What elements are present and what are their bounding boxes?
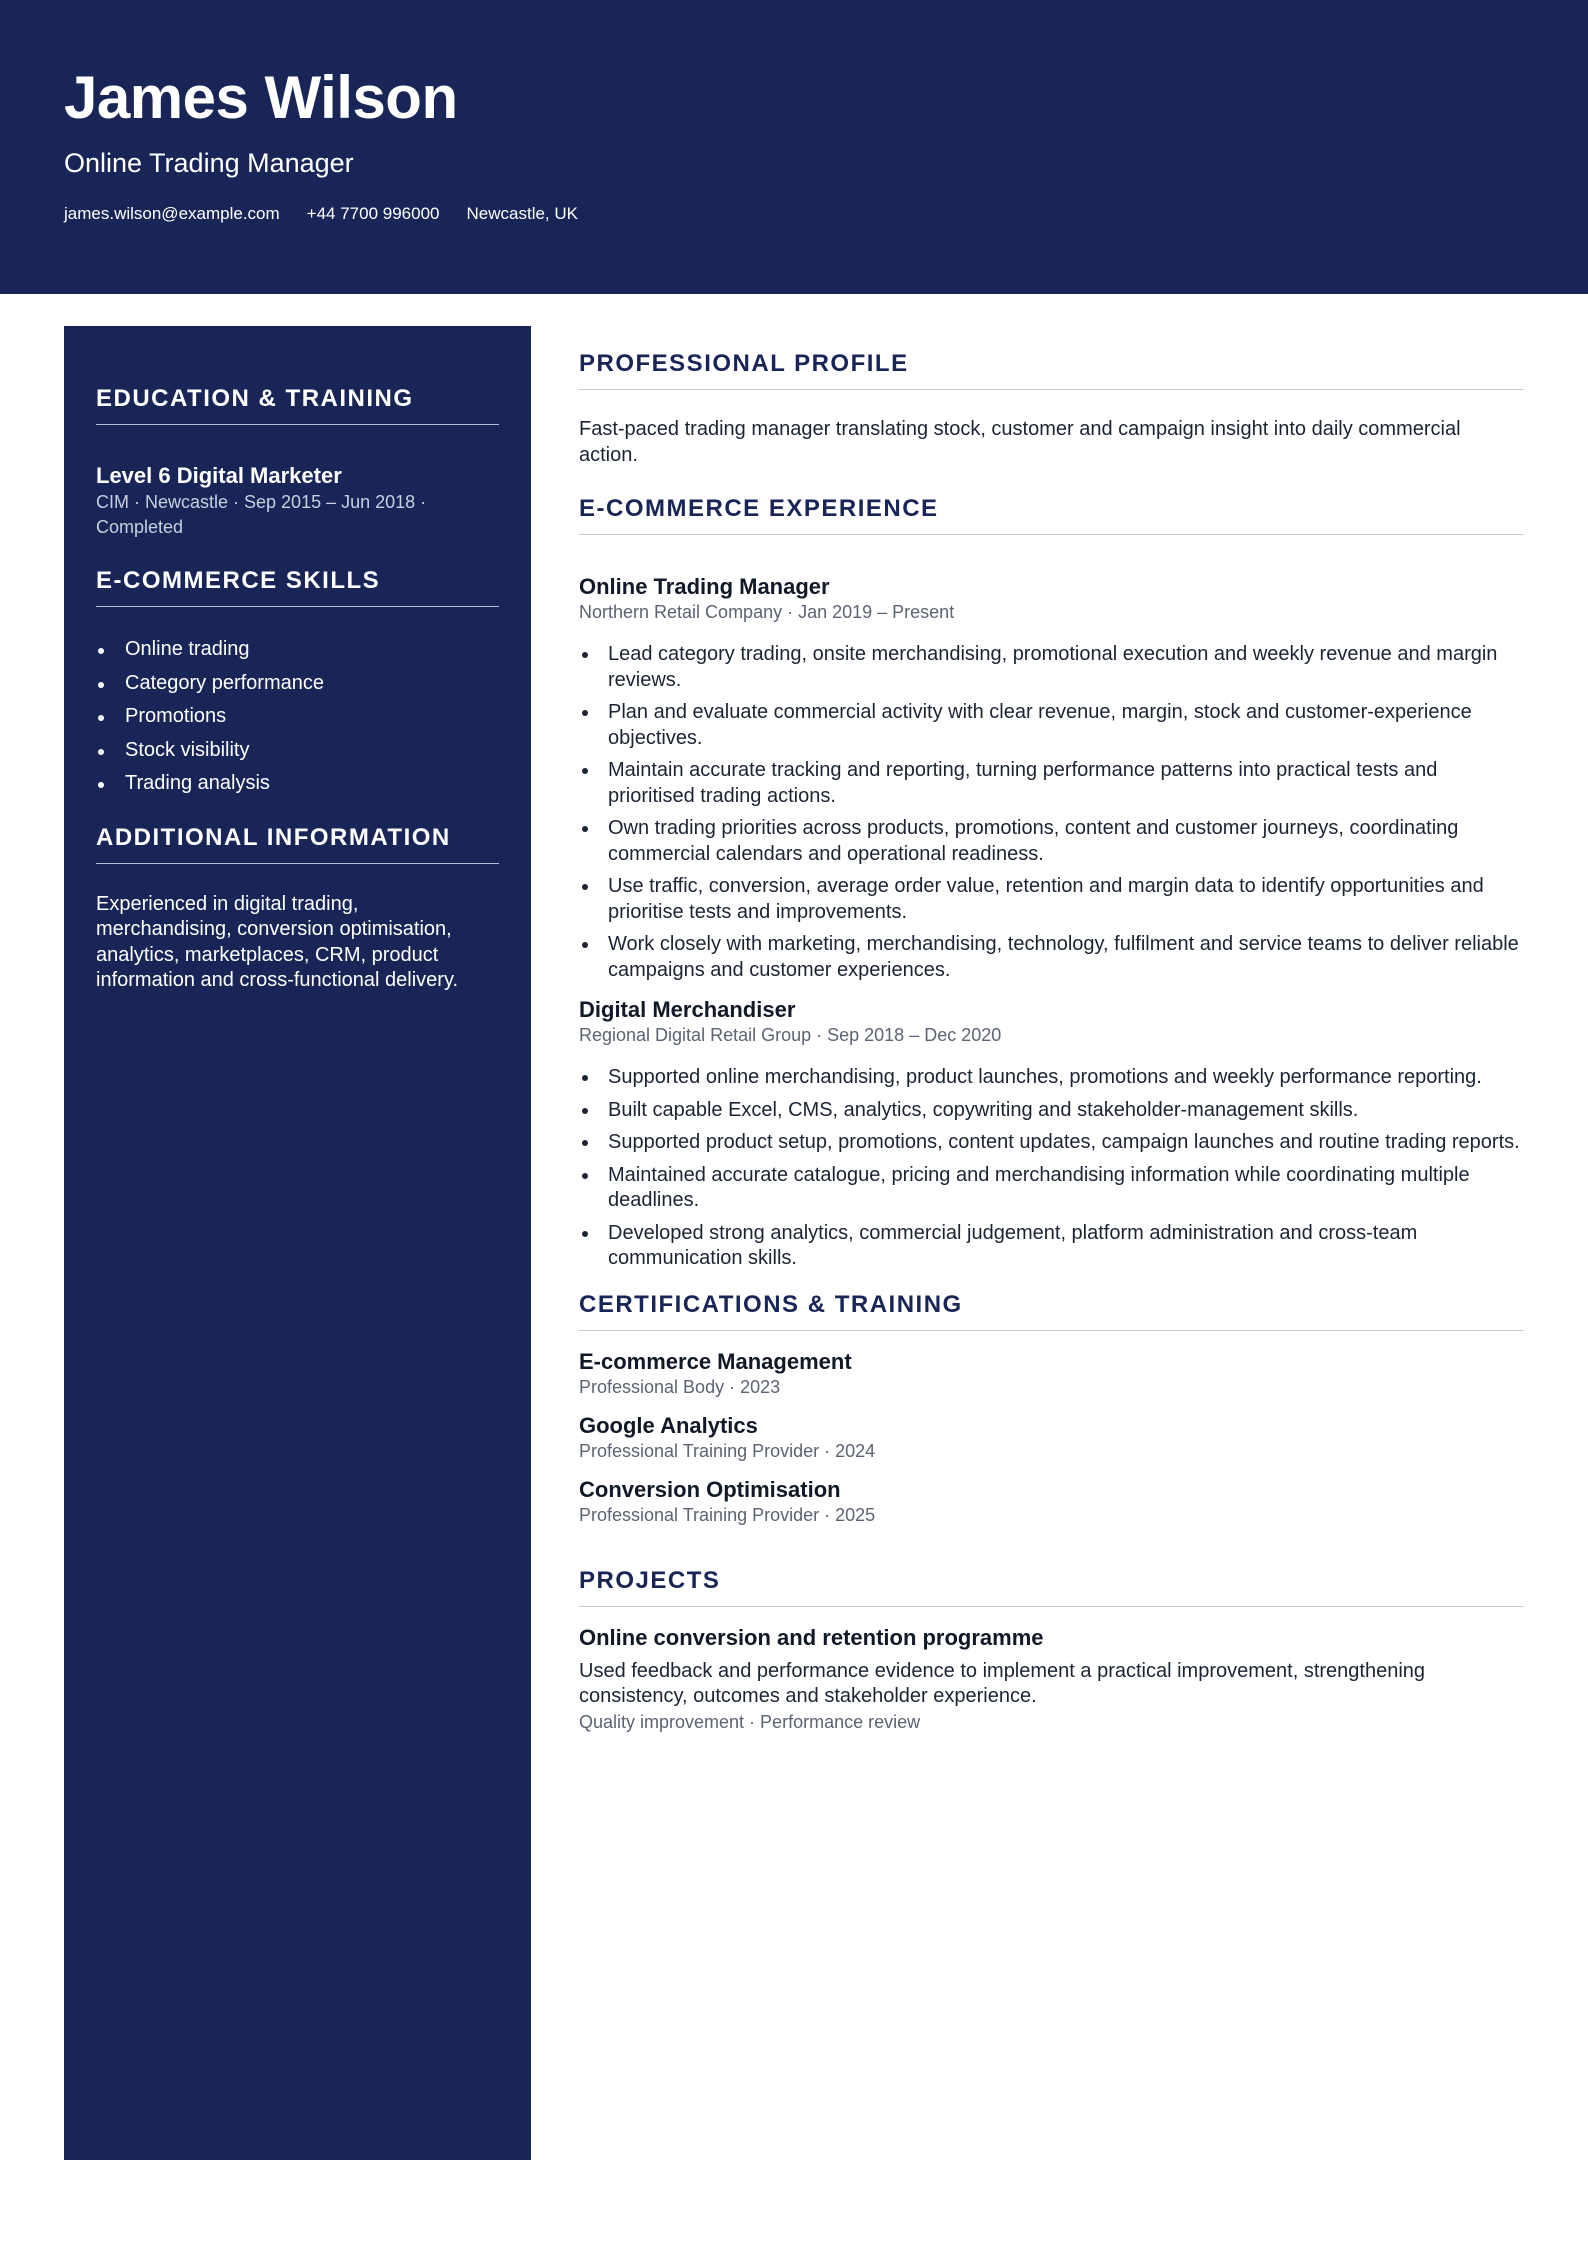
job-bullet: Maintain accurate tracking and reporting, turning performance patterns into practical tests and prioritised trading actions. bbox=[579, 758, 1524, 809]
job-meta: Northern Retail Company · Jan 2019 – Present bbox=[579, 602, 955, 622]
skills-heading: E-COMMERCE SKILLS bbox=[96, 566, 499, 607]
certification-item bbox=[579, 1413, 1524, 1463]
job-meta: Regional Digital Retail Group · Sep 2018 – Dec 2020 bbox=[579, 1025, 1002, 1045]
job-bullet: Maintained accurate catalogue, pricing and merchandising information while coordinating multiple deadlines. bbox=[579, 1163, 1524, 1214]
candidate-role: Online Trading Manager bbox=[64, 148, 354, 178]
job-bullet: Developed strong analytics, commercial judgement, platform administration and cross-team communication skills. bbox=[579, 1221, 1524, 1272]
project-text: Used feedback and performance evidence to implement a practical improvement, strengthening consistency, outcomes and stakeholder experience. bbox=[579, 1659, 1426, 1707]
job-bullets bbox=[579, 1065, 1524, 1272]
certification-title: E-commerce Management bbox=[579, 1348, 852, 1374]
skill-item: Trading analysis bbox=[96, 767, 499, 801]
certification-item bbox=[579, 1349, 1524, 1399]
certification-meta: Professional Body · 2023 bbox=[579, 1376, 781, 1397]
job-bullets bbox=[579, 642, 1524, 983]
experience-heading: E-COMMERCE EXPERIENCE bbox=[579, 494, 1524, 535]
education-title: Level 6 Digital Marketer bbox=[96, 463, 342, 488]
education-heading: EDUCATION & TRAINING bbox=[96, 384, 499, 425]
certifications-heading: CERTIFICATIONS & TRAINING bbox=[579, 1290, 1524, 1331]
profile-heading: PROFESSIONAL PROFILE bbox=[579, 349, 1524, 390]
certification-meta: Professional Training Provider · 2024 bbox=[579, 1440, 876, 1461]
certification-item bbox=[579, 1477, 1524, 1527]
certification-meta: Professional Training Provider · 2025 bbox=[579, 1504, 876, 1525]
skill-item: Category performance bbox=[96, 667, 499, 701]
job-title: Digital Merchandiser bbox=[579, 997, 796, 1022]
job-bullet: Plan and evaluate commercial activity with clear revenue, margin, stock and customer-experience objectives. bbox=[579, 700, 1524, 751]
certification-title: Conversion Optimisation bbox=[579, 1476, 841, 1502]
job-entry bbox=[579, 997, 1524, 1272]
certification-title: Google Analytics bbox=[579, 1412, 758, 1438]
profile-text: Fast-paced trading manager translating stock, customer and campaign insight into daily commercial action. bbox=[579, 418, 1461, 466]
job-bullet: Supported product setup, promotions, content updates, campaign launches and routine trading reports. bbox=[579, 1130, 1524, 1156]
project-entry bbox=[579, 1625, 1524, 1734]
contact-phone: +44 7700 996000 bbox=[306, 204, 440, 223]
job-bullet: Lead category trading, onsite merchandising, promotional execution and weekly revenue and margin reviews. bbox=[579, 642, 1524, 693]
skills-list bbox=[96, 633, 499, 801]
additional-text: Experienced in digital trading, merchandising, conversion optimisation, analytics, marketplaces, CRM, product information and cross-functional delivery. bbox=[96, 892, 459, 991]
project-title: Online conversion and retention programme bbox=[579, 1624, 1044, 1650]
contact-location: Newcastle, UK bbox=[466, 204, 578, 223]
job-bullet: Built capable Excel, CMS, analytics, copywriting and stakeholder-management skills. bbox=[579, 1098, 1524, 1124]
skill-item: Stock visibility bbox=[96, 734, 499, 768]
job-bullet: Work closely with marketing, merchandising, technology, fulfilment and service teams to deliver reliable campaigns and customer experiences. bbox=[579, 932, 1524, 983]
sidebar bbox=[64, 326, 531, 2160]
projects-heading: PROJECTS bbox=[579, 1566, 1524, 1607]
contact-row bbox=[64, 203, 578, 225]
main-column bbox=[579, 326, 1524, 1734]
job-bullet: Use traffic, conversion, average order value, retention and margin data to identify opportunities and prioritise tests and improvements. bbox=[579, 874, 1524, 925]
project-meta: Quality improvement · Performance review bbox=[579, 1711, 921, 1732]
job-bullet: Own trading priorities across products, promotions, content and customer journeys, coordinating commercial calendars and operational readiness. bbox=[579, 816, 1524, 867]
contact-email[interactable]: james.wilson@example.com bbox=[64, 204, 280, 223]
resume-header bbox=[0, 0, 1588, 294]
additional-heading: ADDITIONAL INFORMATION bbox=[96, 823, 499, 864]
job-title: Online Trading Manager bbox=[579, 574, 830, 599]
skill-item: Promotions bbox=[96, 700, 499, 734]
job-bullet: Supported online merchandising, product launches, promotions and weekly performance reporting. bbox=[579, 1065, 1524, 1091]
job-entry bbox=[579, 574, 1524, 983]
skill-item: Online trading bbox=[96, 633, 499, 667]
candidate-name: James Wilson bbox=[64, 64, 458, 131]
education-meta: CIM · Newcastle · Sep 2015 – Jun 2018 · Completed bbox=[96, 492, 427, 537]
